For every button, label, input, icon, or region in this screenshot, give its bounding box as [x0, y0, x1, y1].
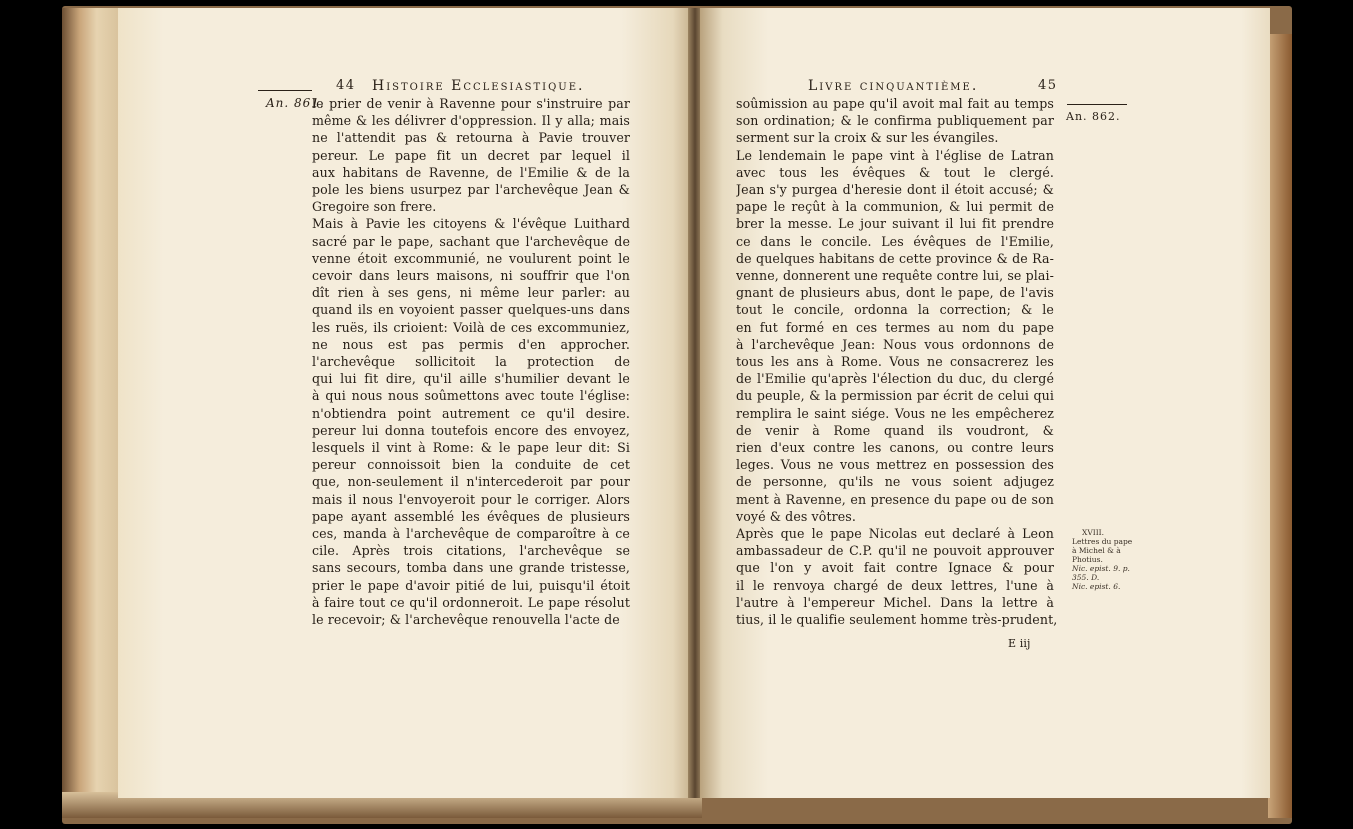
sidenote-line: Lettres du pape — [1072, 537, 1133, 546]
text-line: que, non-seulement il n'intercederoit par pour — [312, 474, 630, 490]
text-line: de venir à Rome quand ils voudront, & — [736, 422, 1054, 438]
left-running-title: Histoire Ecclesiastique. — [372, 78, 585, 94]
book-right-edge — [1268, 34, 1292, 818]
text-line: rien d'eux contre les canons, ou contre leurs — [736, 440, 1054, 455]
signature-mark: E iij — [1008, 637, 1031, 650]
text-line: Jean s'y purgea d'heresie dont il étoit accusé; & — [736, 182, 1054, 197]
sidenote-line: à Michel & à — [1072, 546, 1121, 555]
text-line: aux habitans de Ravenne, de l'Emilie & de la — [312, 164, 630, 180]
left-page-number: 44 — [336, 78, 356, 93]
right-page-number: 45 — [1038, 78, 1058, 93]
left-margin-rule — [258, 90, 312, 91]
text-line: sacré par le pape, sachant que l'archevêque de — [312, 233, 630, 249]
text-line: venne étoit excommunié, ne voulurent point le — [312, 250, 630, 266]
text-line: le recevoir; & l'archevêque renouvella l'acte de — [312, 612, 620, 627]
text-line: du peuple, & la permission par écrit de celui qui — [736, 388, 1054, 404]
sidenote-line: Photius. — [1072, 555, 1103, 564]
text-line: tout le concile, ordonna la correction; & le — [736, 302, 1054, 318]
text-line: même & les délivrer d'oppression. Il y alla; mais — [312, 113, 630, 129]
text-line: à qui nous nous soûmettons avec toute l'église: — [312, 388, 630, 404]
sidenote-line: 355. D. — [1072, 573, 1100, 582]
text-line: pape ayant assemblé les évêques de plusieurs — [312, 508, 630, 524]
text-line: de l'Emilie qu'après l'élection du duc, du clergé — [736, 371, 1054, 387]
text-line: serment sur la croix & sur les évangiles. — [736, 130, 999, 146]
text-line: sans secours, tomba dans une grande tristesse, — [312, 560, 630, 576]
text-line: l'autre à l'empereur Michel. Dans la lettre à — [736, 594, 1054, 610]
text-line: n'obtiendra point autrement ce qu'il desire. — [312, 405, 630, 421]
text-line: pereur connoissoit bien la conduite de cet — [312, 457, 630, 473]
text-line: avec tous les évêques & tout le clergé. — [736, 164, 1054, 180]
text-line: Mais à Pavie les citoyens & l'évêque Luithard — [312, 216, 630, 232]
text-line: dît rien à ses gens, ni même leur parler: au — [312, 285, 630, 301]
text-line: Après que le pape Nicolas eut declaré à Leon — [736, 526, 1054, 541]
text-line: cile. Après trois citations, l'archevêque se — [312, 543, 630, 559]
text-line: prier le pape d'avoir pitié de lui, puisqu'il étoit — [312, 577, 630, 593]
text-line: remplira le saint siége. Vous ne les empêcherez — [736, 405, 1054, 421]
text-line: qui lui fit dire, qu'il aille s'humilier devant le — [312, 371, 630, 387]
text-line: soûmission au pape qu'il avoit mal fait au temps — [736, 96, 1054, 111]
right-running-title: Livre cinquantième. — [808, 78, 979, 94]
right-margin-rule — [1067, 104, 1127, 105]
text-line: quand ils en voyoient passer quelques-uns dans — [312, 302, 630, 318]
text-line: venne, donnerent une requête contre lui, se plai- — [736, 268, 1054, 283]
text-line: leges. Vous ne vous mettrez en possession des — [736, 457, 1054, 473]
sidenote-line: Nic. epist. 9. p. — [1072, 564, 1130, 573]
text-line: pole les biens usurpez par l'archevêque Jean & — [312, 182, 630, 197]
text-line: gnant de plusieurs abus, dont le pape, de l'avis — [736, 285, 1054, 301]
text-line: mais il nous l'envoyeroit pour le corriger. Alors — [312, 491, 630, 507]
text-line: ambassadeur de C.P. qu'il ne pouvoit approuver — [736, 543, 1054, 559]
text-line: tius, il le qualifie seulement homme très-prudent, — [736, 612, 1058, 627]
text-line: ne nous est pas permis d'en approcher. — [312, 336, 630, 352]
right-margin-year: An. 862. — [1066, 110, 1121, 123]
text-line: à faire tout ce qu'il ordonneroit. Le pape résolut — [312, 594, 630, 610]
text-line: pape le reçût à la communion, & lui permit de — [736, 199, 1054, 215]
text-line: voyé & des vôtres. — [736, 508, 856, 524]
text-line: lesquels il vint à Rome: & le pape leur dit: Si — [312, 440, 630, 455]
sidenote-line: XVIII. — [1082, 528, 1105, 537]
text-line: à l'archevêque Jean: Nous vous ordonnons de — [736, 336, 1054, 352]
book-left-edge — [62, 8, 120, 818]
text-line: de personne, qu'ils ne vous soient adjugez — [736, 474, 1054, 490]
text-line: pereur lui donna toutefois encore des envoyez, — [312, 422, 630, 438]
text-line: l'archevêque sollicitoit la protection de — [312, 354, 630, 369]
text-line: en fut formé en ces termes au nom du pape — [736, 319, 1054, 335]
text-line: ce dans le concile. Les évêques de l'Emilie, — [736, 233, 1054, 249]
text-line: les ruës, ils crioient: Voilà de ces excommuniez, — [312, 319, 630, 335]
text-line: ment à Ravenne, en presence du pape ou de son — [736, 491, 1054, 507]
sidenote-line: Nic. epist. 6. — [1072, 582, 1121, 591]
left-page — [118, 8, 690, 798]
right-page — [700, 8, 1270, 798]
text-line: le prier de venir à Ravenne pour s'instruire par — [312, 96, 630, 111]
text-line: brer la messe. Le jour suivant il lui fit prendre — [736, 216, 1054, 232]
text-line: que l'on y avoit fait contre Ignace & pour — [736, 560, 1054, 576]
text-line: de quelques habitans de cette province & de Ra- — [736, 250, 1054, 266]
text-line: tous les ans à Rome. Vous ne consacrerez les — [736, 354, 1054, 369]
text-line: ne l'attendit pas & retourna à Pavie trouver — [312, 130, 630, 146]
text-line: Le lendemain le pape vint à l'église de Latran — [736, 147, 1054, 163]
text-line: il le renvoya chargé de deux lettres, l'une à — [736, 577, 1054, 593]
text-line: son ordination; & le confirma publiquement par — [736, 113, 1054, 129]
text-line: ces, manda à l'archevêque de comparoître à ce — [312, 526, 630, 541]
text-line: cevoir dans leurs maisons, ni souffrir que l'on — [312, 268, 630, 283]
left-margin-year: An. 861. — [266, 96, 325, 110]
text-line: pereur. Le pape fit un decret par lequel il — [312, 147, 630, 163]
text-line: Gregoire son frere. — [312, 199, 437, 215]
